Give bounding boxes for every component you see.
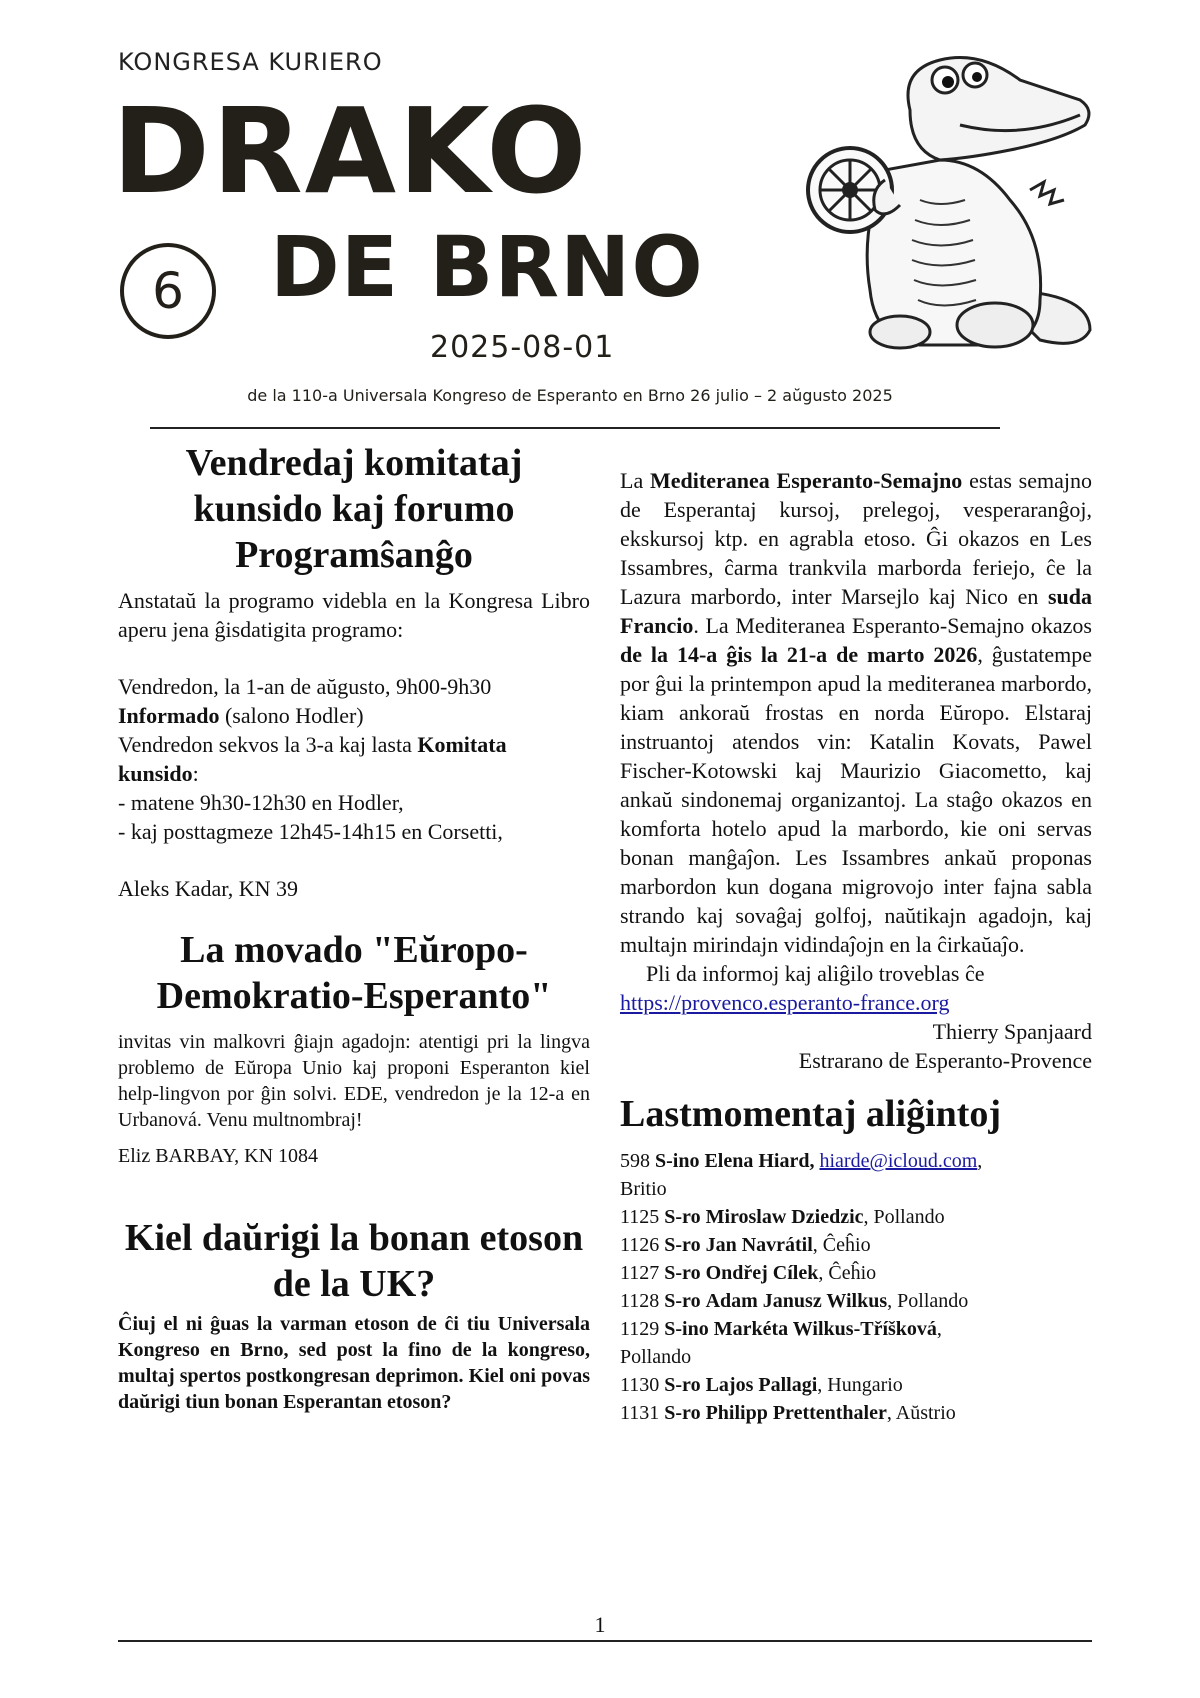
entry-title: S-ro <box>664 1234 701 1256</box>
article1-title: Vendredaj komitataj kunsido kaj forumo Programŝanĝo <box>185 442 523 576</box>
list-item: 1127 S-ro Ondřej Cílek, Ĉeĥio <box>620 1262 877 1284</box>
entry-country: Pollando <box>620 1346 692 1368</box>
list-item: 1131 S-ro Philipp Prettenthaler, Aŭstrio <box>620 1402 956 1424</box>
entry-email-link[interactable]: hiarde@icloud.com <box>819 1150 978 1172</box>
late-registrants-list <box>620 1147 1092 1427</box>
entry-name: Jan Navrátil <box>705 1234 813 1256</box>
list-item: 1129 S-ino Markéta Wilkus-Tříšková, Pollando <box>620 1318 942 1368</box>
article4-paragraph1 <box>620 466 1092 959</box>
entry-name: Adam Janusz Wilkus <box>705 1290 888 1312</box>
article4-paragraph2: Pli da informoj kaj aliĝilo troveblas ĉe <box>646 961 985 986</box>
footer-rule <box>118 1640 1092 1642</box>
title-de-brno: DE BRNO <box>270 218 704 316</box>
article1-line1: Vendredon, la 1-an de aŭgusto, 9h00-9h30 <box>118 674 492 699</box>
article4-signature-role: Estrarano de Esperanto-Provence <box>798 1048 1092 1073</box>
entry-number: 1129 <box>620 1318 660 1340</box>
article4-p1g: , ĝustatempe por ĝui la printempon apud la mediteranea marbordo, kiam ankoraŭ frostas en norda Eŭropo. Elstaraj instruantoj atendos vin: Katalin Kovats, Pawel Fischer-Kotowski kaj Maurizio Giacometto, kaj ankaŭ sindonemaj organizantoj. La staĝo okazos en komforta hotelo apud la marbordo, kie oni servas bonan manĝaĵon. Les Issambres ankaŭ proponas marbordon kun dogana migrovojo inter fajna sabla strando kaj sovaĝaj golfoj, naŭtikajn agadojn, kaj multajn mirindajn vidindaĵojn en la ĉirkaŭaĵo. <box>620 642 1092 957</box>
entry-number: 1125 <box>620 1206 660 1228</box>
list-item: 1130 S-ro Lajos Pallagi, Hungario <box>620 1374 903 1396</box>
event-name: Mediteranea Esperanto-Semajno <box>650 468 963 493</box>
article3-title: Kiel daŭrigi la bonan etoson de la UK? <box>124 1217 584 1305</box>
entry-number: 1130 <box>620 1374 660 1396</box>
article3-lead: Ĉiuj el ni ĝuas la varman etoson de ĉi tiu Universala Kongreso en Brno, sed post la fino de la kongreso, multaj spertos postkongresan deprimon. Kiel oni povas daŭrigi tiun bonan Esperantan etoson? <box>118 1313 590 1413</box>
entry-country: Hungario <box>827 1374 903 1396</box>
informado-label: Informado <box>118 703 220 728</box>
article1-intro: Anstataŭ la programo videbla en la Kongresa Libro aperu jena ĝisdatigita programo: <box>118 588 590 642</box>
komitata-kunsido-label: Komitata kunsido <box>118 732 507 786</box>
entry-name: Philipp Prettenthaler <box>705 1402 887 1424</box>
entry-country: Pollando <box>873 1206 945 1228</box>
entry-title: S-ro <box>664 1206 701 1228</box>
entry-name: Lajos Pallagi <box>705 1374 818 1396</box>
dragon-mascot-icon <box>790 40 1100 360</box>
late-registrants-title: Lastmomentaj aliĝintoj <box>620 1093 1002 1135</box>
entry-title: S-ro <box>664 1290 701 1312</box>
entry-number: 598 <box>620 1150 650 1172</box>
entry-title: S-ro <box>664 1262 701 1284</box>
entry-country: Ĉeĥio <box>828 1262 877 1284</box>
article1-line2-rest: (salono Hodler) <box>219 703 364 728</box>
entry-number: 1127 <box>620 1262 660 1284</box>
article4-signature-name: Thierry Spanjaard <box>932 1019 1092 1044</box>
page-number: 1 <box>594 1612 606 1637</box>
article1-line3 <box>118 730 590 788</box>
entry-number: 1128 <box>620 1290 660 1312</box>
masthead-subtitle: de la 110-a Universala Kongreso de Esperanto en Brno 26 julio – 2 aŭgusto 2025 <box>247 386 893 405</box>
article4-p1a: La <box>620 468 650 493</box>
entry-title: S-ro <box>664 1402 701 1424</box>
entry-number: 1131 <box>620 1402 660 1424</box>
list-item: 1128 S-ro Adam Janusz Wilkus, Pollando <box>620 1290 969 1312</box>
entry-name: Ondřej Cílek <box>705 1262 819 1284</box>
article1-line2 <box>118 701 590 730</box>
right-column <box>620 466 1092 1427</box>
entry-title: S-ino <box>655 1150 700 1172</box>
provenco-link[interactable]: https://provenco.esperanto-france.org <box>620 990 950 1015</box>
entry-name: Markéta Wilkus-Tříšková <box>713 1318 937 1340</box>
list-item: 1126 S-ro Jan Navrátil, Ĉeĥio <box>620 1234 871 1256</box>
title-drako: DRAKO <box>112 82 589 220</box>
list-item: 598 S-ino Elena Hiard, hiarde@icloud.com, Britio <box>620 1150 983 1200</box>
entry-country: Aŭstrio <box>895 1402 956 1424</box>
article1-line3-post: : <box>192 761 199 786</box>
entry-title: S-ro <box>664 1374 701 1396</box>
article1-signature: Aleks Kadar, KN 39 <box>118 876 298 901</box>
issue-date: 2025-08-01 <box>430 330 615 365</box>
entry-country: Pollando <box>897 1290 969 1312</box>
entry-name: Elena Hiard, <box>704 1150 815 1172</box>
event-region: suda Francio <box>620 584 1092 638</box>
entry-number: 1126 <box>620 1234 660 1256</box>
article4-p1c: estas semajno de Esperantaj kursoj, prelegoj, vesperaranĝoj, ekskursoj ktp. en agrabla etoso. Ĝi okazos en Les Issambres, ĉarma trankvila marborda feriejo, ĉe la Lazura marbordo, inter Marsejlo kaj Nico en <box>620 468 1092 609</box>
issue-number: 6 <box>152 262 184 320</box>
entry-country: Britio <box>620 1178 667 1200</box>
article2-title: La movado "Eŭropo-Demokratio-Esperanto" <box>156 929 552 1017</box>
left-column <box>118 440 590 1415</box>
entry-country: Ĉeĥio <box>822 1234 871 1256</box>
article4-p1e: . La Mediteranea Esperanto-Semajno okazos <box>693 613 1092 638</box>
entry-title: S-ino <box>664 1318 709 1340</box>
entry-name: Miroslaw Dziedzic <box>705 1206 864 1228</box>
article1-line4: - matene 9h30-12h30 en Hodler, <box>118 790 404 815</box>
article2-signature: Eliz BARBAY, KN 1084 <box>118 1145 319 1167</box>
article1-line5: - kaj posttagmeze 12h45-14h15 en Corsetti, <box>118 819 503 844</box>
article2-body: invitas vin malkovri ĝiajn agadojn: atentigi pri la lingva problemo de Eŭropa Unio kaj proponi Esperanton kiel help-lingvon por ĝin solvi. EDE, vendredon je la 12-a en Urbanová. Venu multnombraj! <box>118 1031 590 1131</box>
list-item: 1125 S-ro Miroslaw Dziedzic, Pollando <box>620 1206 945 1228</box>
masthead-rule <box>150 427 1000 429</box>
issue-number-badge <box>120 243 216 339</box>
article1-line3-pre: Vendredon sekvos la 3-a kaj lasta <box>118 732 418 757</box>
event-dates: de la 14-a ĝis la 21-a de marto 2026 <box>620 642 978 667</box>
article4-link-line <box>620 988 1092 1017</box>
kicker: KONGRESA KURIERO <box>118 48 383 76</box>
